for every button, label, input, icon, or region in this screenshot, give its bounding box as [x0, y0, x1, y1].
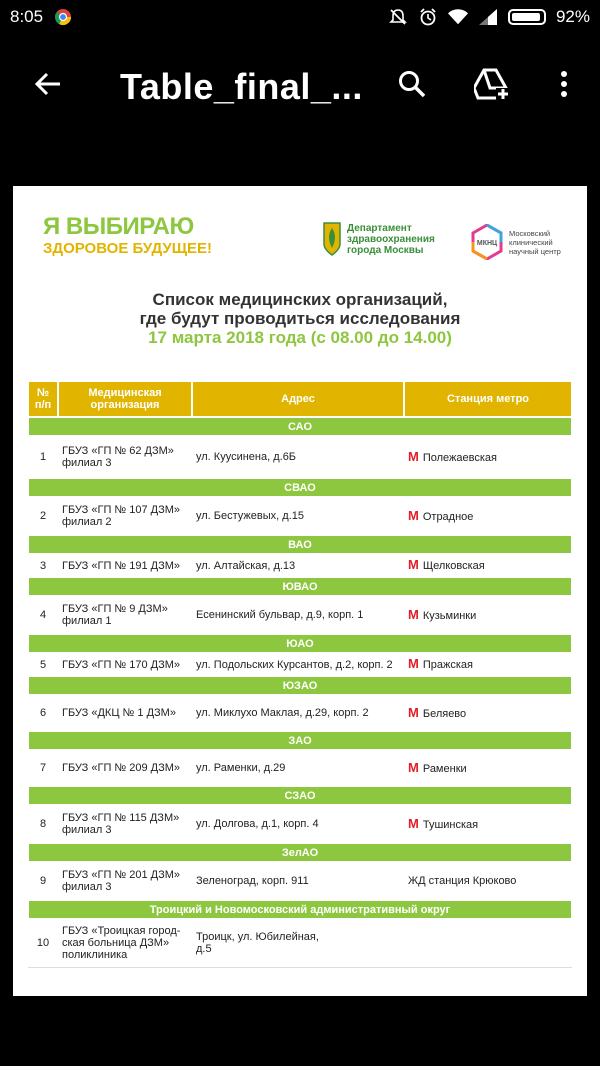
mknc-logo	[471, 224, 561, 260]
table-header-row	[28, 381, 572, 417]
more-vert-icon	[560, 70, 568, 98]
back-button[interactable]	[28, 64, 68, 104]
district-name: ЮАО	[28, 634, 572, 653]
app-toolbar	[0, 48, 600, 128]
row-number: 4	[28, 596, 58, 634]
header-number-line2: п/п	[34, 399, 52, 411]
district-section-row	[28, 535, 572, 554]
org-line1: ГБУЗ «ГП № 9 ДЗМ»	[62, 603, 168, 615]
metro-station: Щелковская	[422, 560, 485, 572]
mknc-line2: клинический	[509, 237, 553, 247]
district-name: ЮЗАО	[28, 676, 572, 695]
organization-cell	[58, 554, 192, 577]
district-section-row	[28, 478, 572, 497]
address-line1: ул. Миклухо Маклая, д.29, корп. 2	[196, 707, 369, 719]
org-line1: ГБУЗ «ГП № 170 ДЗМ»	[62, 658, 181, 671]
campaign-logo-line1: Я ВЫБИРАЮ	[43, 213, 194, 240]
battery-percent: 92%	[555, 7, 590, 26]
metro-cell	[404, 862, 572, 900]
organization-cell	[58, 436, 192, 478]
org-line1: ГБУЗ «ГП № 115 ДЗМ»	[62, 812, 180, 824]
row-number: 6	[28, 695, 58, 731]
search-button[interactable]	[390, 62, 434, 106]
metro-station: Беляево	[422, 707, 467, 720]
org-line1: ГБУЗ «ГП № 191 ДЗМ»	[62, 559, 181, 572]
address-cell	[192, 750, 404, 786]
dept-line3: города Москвы	[347, 244, 424, 256]
metro-icon: M	[408, 606, 419, 622]
district-section-row	[28, 676, 572, 695]
table-row	[28, 653, 572, 676]
address-line2: д.5	[196, 943, 212, 956]
metro-station: Отрадное	[422, 510, 474, 523]
table-row	[28, 750, 572, 786]
metro-cell	[404, 919, 572, 967]
hexagon-logo-icon	[471, 224, 503, 260]
address-cell	[192, 805, 404, 843]
status-bar	[0, 0, 600, 34]
heading-line1: Список медицинских организаций,	[152, 290, 448, 309]
org-line1: ГБУЗ «ГП № 209 ДЗМ»	[62, 762, 181, 774]
metro-station: Раменки	[422, 762, 467, 775]
metro-icon: M	[408, 759, 419, 775]
row-number: 2	[28, 497, 58, 535]
metro-icon: M	[408, 815, 419, 831]
address-cell	[192, 919, 404, 967]
add-to-drive-button[interactable]	[470, 62, 514, 106]
org-line3: поликлиника	[62, 949, 128, 962]
org-line2: филиал 3	[62, 457, 112, 469]
org-line2: филиал 1	[62, 615, 112, 627]
org-line2: филиал 2	[62, 516, 112, 528]
org-line2: ская больница ДЗМ»	[62, 937, 170, 950]
organization-cell	[58, 596, 192, 634]
row-number: 1	[28, 436, 58, 478]
mknc-line3: научный центр	[509, 246, 561, 256]
table-row	[28, 862, 572, 900]
add-to-drive-icon	[474, 68, 510, 100]
mknc-line1: Московский	[509, 228, 551, 238]
organization-cell	[58, 653, 192, 676]
row-number: 3	[28, 554, 58, 577]
organization-cell	[58, 497, 192, 535]
address-cell	[192, 554, 404, 577]
metro-icon: M	[408, 448, 419, 464]
district-name: ЗелАО	[28, 843, 572, 862]
organization-cell	[58, 919, 192, 967]
header-organization-line1: Медицинская	[88, 387, 162, 399]
battery-icon	[508, 9, 546, 25]
org-line1: ГБУЗ «Троицкая город-	[62, 925, 181, 938]
dept-line1: Департамент	[347, 222, 412, 234]
district-name: ВАО	[28, 535, 572, 554]
document-page[interactable]	[13, 186, 587, 996]
document-title: Table_final_...	[120, 66, 363, 107]
row-number: 10	[28, 919, 58, 967]
dnd-off-icon	[388, 7, 408, 27]
metro-station: ЖД станция Крюково	[408, 875, 517, 887]
metro-cell	[404, 497, 572, 535]
table-row	[28, 436, 572, 478]
organizations-table	[27, 380, 573, 968]
table-row	[28, 919, 572, 967]
table-row	[28, 497, 572, 535]
dept-line2: здравоохранения	[347, 233, 435, 245]
address-cell	[192, 653, 404, 676]
wifi-icon	[448, 7, 468, 27]
address-cell	[192, 596, 404, 634]
district-section-row	[28, 634, 572, 653]
metro-cell	[404, 554, 572, 577]
district-name: СВАО	[28, 478, 572, 497]
address-line1: Троицк, ул. Юбилейная,	[196, 931, 319, 944]
metro-station: Кузьминки	[422, 609, 477, 622]
organization-cell	[58, 750, 192, 786]
district-section-row	[28, 417, 572, 436]
row-number: 9	[28, 862, 58, 900]
metro-icon: M	[408, 507, 419, 523]
row-number: 7	[28, 750, 58, 786]
metro-cell	[404, 653, 572, 676]
row-number: 5	[28, 653, 58, 676]
org-line1: ГБУЗ «ГП № 107 ДЗМ»	[62, 504, 181, 516]
table-body	[28, 417, 572, 967]
metro-cell	[404, 596, 572, 634]
header-number-line1: №	[36, 387, 50, 399]
address-line1: ул. Алтайская, д.13	[196, 559, 296, 572]
address-cell	[192, 497, 404, 535]
heading-date: 17 марта 2018 года (с 08.00 до 14.00)	[148, 328, 452, 347]
back-arrow-icon	[34, 70, 62, 98]
header-organization-line2: организация	[90, 399, 160, 411]
district-section-row	[28, 731, 572, 750]
address-line1: ул. Куусинена, д.6Б	[196, 451, 297, 463]
health-department-logo	[323, 222, 435, 256]
table-row	[28, 695, 572, 731]
table-row	[28, 805, 572, 843]
moscow-coat-of-arms-icon	[323, 222, 341, 256]
campaign-logo-line2: ЗДОРОВОЕ БУДУЩЕЕ!	[43, 240, 212, 257]
header-address: Адрес	[192, 381, 404, 417]
header-organization	[58, 381, 192, 417]
organization-cell	[58, 805, 192, 843]
district-name: САО	[28, 417, 572, 436]
org-line2: филиал 3	[62, 824, 112, 836]
district-name: СЗАО	[28, 786, 572, 805]
address-line1: ул. Бестужевых, д.15	[196, 510, 304, 522]
heading-line2: где будут проводиться исследования	[139, 309, 461, 328]
address-cell	[192, 862, 404, 900]
document-heading	[13, 290, 587, 348]
campaign-logo	[43, 214, 212, 258]
district-section-row	[28, 900, 572, 919]
district-name: ЮВАО	[28, 577, 572, 596]
org-line2: филиал 3	[62, 881, 112, 893]
address-cell	[192, 695, 404, 731]
organization-cell	[58, 695, 192, 731]
battery-fill	[512, 13, 540, 21]
address-line1: Есенинский бульвар, д.9, корп. 1	[196, 609, 364, 621]
address-line1: ул. Подольских Курсантов, д.2, корп. 2	[196, 658, 393, 671]
district-name: ЗАО	[28, 731, 572, 750]
metro-cell	[404, 750, 572, 786]
address-cell	[192, 436, 404, 478]
metro-icon: M	[408, 704, 419, 720]
address-line1: ул. Долгова, д.1, корп. 4	[196, 818, 319, 830]
metro-cell	[404, 805, 572, 843]
metro-icon: M	[408, 557, 419, 572]
clock: 8:05	[10, 7, 44, 26]
more-options-button[interactable]	[542, 62, 586, 106]
header-number	[28, 381, 58, 417]
header-metro: Станция метро	[404, 381, 572, 417]
chrome-icon	[53, 7, 73, 27]
row-number: 8	[28, 805, 58, 843]
metro-station: Полежаевская	[422, 451, 497, 464]
district-section-row	[28, 577, 572, 596]
address-line1: ул. Раменки, д.29	[196, 762, 286, 774]
table-row	[28, 596, 572, 634]
district-section-row	[28, 843, 572, 862]
org-line1: ГБУЗ «ДКЦ № 1 ДЗМ»	[62, 707, 176, 719]
org-line1: ГБУЗ «ГП № 201 ДЗМ»	[62, 869, 181, 881]
metro-icon: M	[408, 656, 419, 671]
metro-cell	[404, 695, 572, 731]
org-line1: ГБУЗ «ГП № 62 ДЗМ»	[62, 445, 174, 457]
alarm-icon	[418, 7, 438, 27]
search-icon	[397, 69, 427, 99]
signal-icon	[478, 7, 498, 27]
mknc-badge: МКНЦ	[476, 240, 498, 247]
metro-cell	[404, 436, 572, 478]
metro-station: Пражская	[422, 659, 473, 671]
metro-station: Тушинская	[422, 818, 479, 831]
district-name: Троицкий и Новомосковский административный округ	[28, 900, 572, 919]
organization-cell	[58, 862, 192, 900]
address-line1: Зеленоград, корп. 911	[196, 875, 309, 887]
district-section-row	[28, 786, 572, 805]
table-row	[28, 554, 572, 577]
